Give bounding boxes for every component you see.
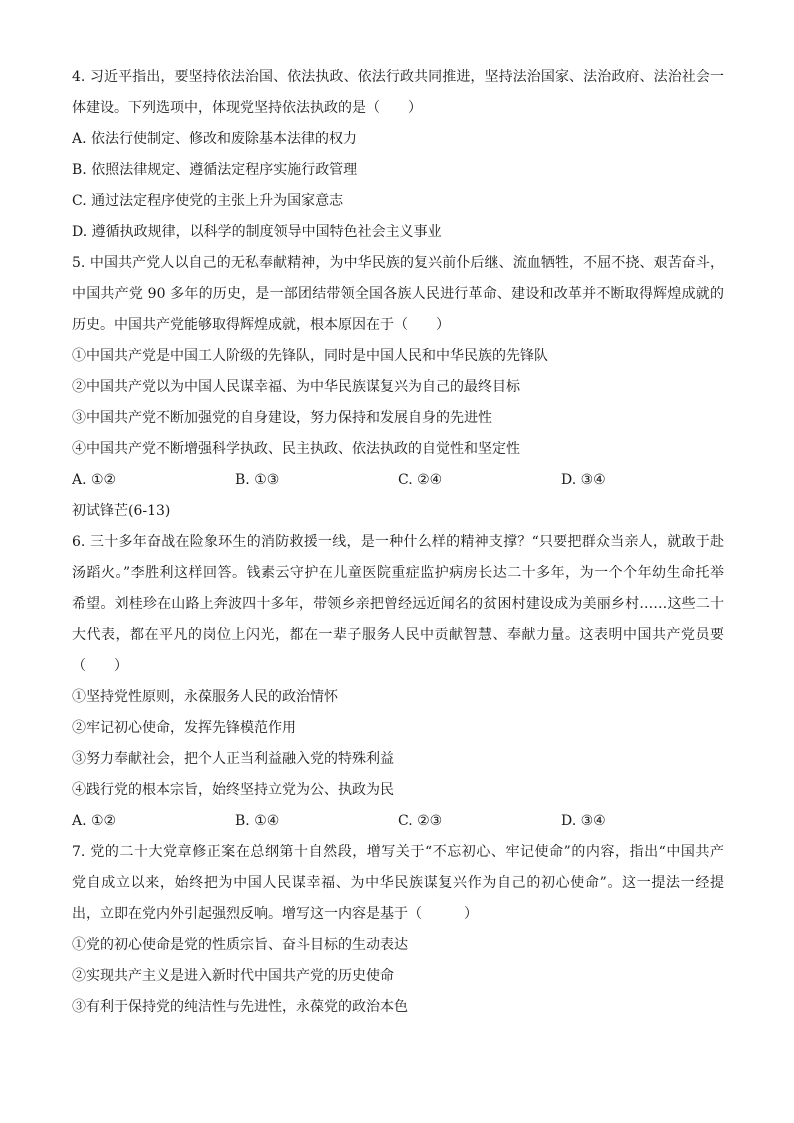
question-stem-line: 希望。刘桂珍在山路上奔波四十多年，带领乡亲把曾经远近闻名的贫困村建设成为美丽乡村……这些二十 xyxy=(72,596,724,612)
statement-1: ①坚持党性原则，永葆服务人民的政治情怀 xyxy=(72,689,338,705)
question-stem-line: 体建设。下列选项中，体现党坚持依法执政的是（ ） xyxy=(72,100,422,116)
answer-choice-a: A. ①② xyxy=(72,472,117,488)
exam-page xyxy=(72,62,724,1023)
question-stem-line: 汤蹈火。”李胜利这样回答。钱素云守护在儿童医院重症监护病房长达二十多年，为一个个年幼生命托举 xyxy=(72,565,724,581)
question-6 xyxy=(72,527,724,837)
answer-option-c: C. 通过法定程序使党的主张上升为国家意志 xyxy=(72,193,344,209)
statement-1: ①党的初心使命是党的性质宗旨、奋斗目标的生动表达 xyxy=(72,937,408,953)
statement-3: ③有利于保持党的纯洁性与先进性，永葆党的政治本色 xyxy=(72,999,408,1015)
answer-option-a: A. 依法行使制定、修改和废除基本法律的权力 xyxy=(72,131,358,147)
answer-choice-d: D. ③④ xyxy=(561,472,606,488)
statement-4: ④中国共产党不断增强科学执政、民主执政、依法执政的自觉性和坚定性 xyxy=(72,441,520,457)
section-heading: 初试锋芒(6-13) xyxy=(72,503,171,519)
answer-choices xyxy=(72,806,724,837)
question-stem-line: 出，立即在党内外引起强烈反响。增写这一内容是基于（ ） xyxy=(72,906,478,922)
question-stem-line: （ ） xyxy=(72,658,128,674)
answer-choice-c: C. ②③ xyxy=(398,813,443,829)
answer-option-d: D. 遵循执政规律，以科学的制度领导中国特色社会主义事业 xyxy=(72,224,442,240)
statement-2: ②中国共产党以为中国人民谋幸福、为中华民族谋复兴为自己的最终目标 xyxy=(72,379,520,395)
question-stem-line: 大代表，都在平凡的岗位上闪光，都在一辈子服务人民中贡献智慧、奉献力量。这表明中国共产党员要 xyxy=(72,627,724,643)
answer-option-b: B. 依照法律规定、遵循法定程序实施行政管理 xyxy=(72,162,358,178)
question-5 xyxy=(72,248,724,496)
answer-choice-c: C. ②④ xyxy=(398,472,443,488)
answer-choice-b: B. ①④ xyxy=(235,813,280,829)
answer-choice-d: D. ③④ xyxy=(561,813,606,829)
question-stem-line: 5. 中国共产党人以自己的无私奉献精神，为中华民族的复兴前仆后继、流血牺牲，不屈不挠、艰苦奋斗， xyxy=(72,255,724,271)
statement-4: ④践行党的根本宗旨，始终坚持立党为公、执政为民 xyxy=(72,782,394,798)
question-stem-line: 7. 党的二十大党章修正案在总纲第十自然段，增写关于“不忘初心、牢记使命”的内容，指出“中国共产 xyxy=(72,844,724,860)
answer-choices xyxy=(72,465,724,496)
question-stem-line: 6. 三十多年奋战在险象环生的消防救援一线，是一种什么样的精神支撑？“只要把群众当亲人，就敢于赴 xyxy=(72,534,724,550)
statement-2: ②牢记初心使命，发挥先锋模范作用 xyxy=(72,720,296,736)
question-4 xyxy=(72,62,724,248)
question-stem-line: 党自成立以来，始终把为中国人民谋幸福、为中华民族谋复兴作为自己的初心使命”。这一提法一经提 xyxy=(72,875,724,891)
answer-choice-a: A. ①② xyxy=(72,813,117,829)
statement-1: ①中国共产党是中国工人阶级的先锋队，同时是中国人民和中华民族的先锋队 xyxy=(72,348,548,364)
question-7 xyxy=(72,837,724,1023)
statement-3: ③中国共产党不断加强党的自身建设，努力保持和发展自身的先进性 xyxy=(72,410,492,426)
question-stem-line: 历史。中国共产党能够取得辉煌成就，根本原因在于（ ） xyxy=(72,317,450,333)
question-stem-line: 中国共产党 90 多年的历史，是一部团结带领全国各族人民进行革命、建设和改革并不断取得辉煌成就的 xyxy=(72,286,724,302)
answer-choice-b: B. ①③ xyxy=(235,472,280,488)
question-stem-line: 4. 习近平指出，要坚持依法治国、依法执政、依法行政共同推进，坚持法治国家、法治政府、法治社会一 xyxy=(72,69,724,85)
statement-2: ②实现共产主义是进入新时代中国共产党的历史使命 xyxy=(72,968,394,984)
statement-3: ③努力奉献社会，把个人正当利益融入党的特殊利益 xyxy=(72,751,394,767)
